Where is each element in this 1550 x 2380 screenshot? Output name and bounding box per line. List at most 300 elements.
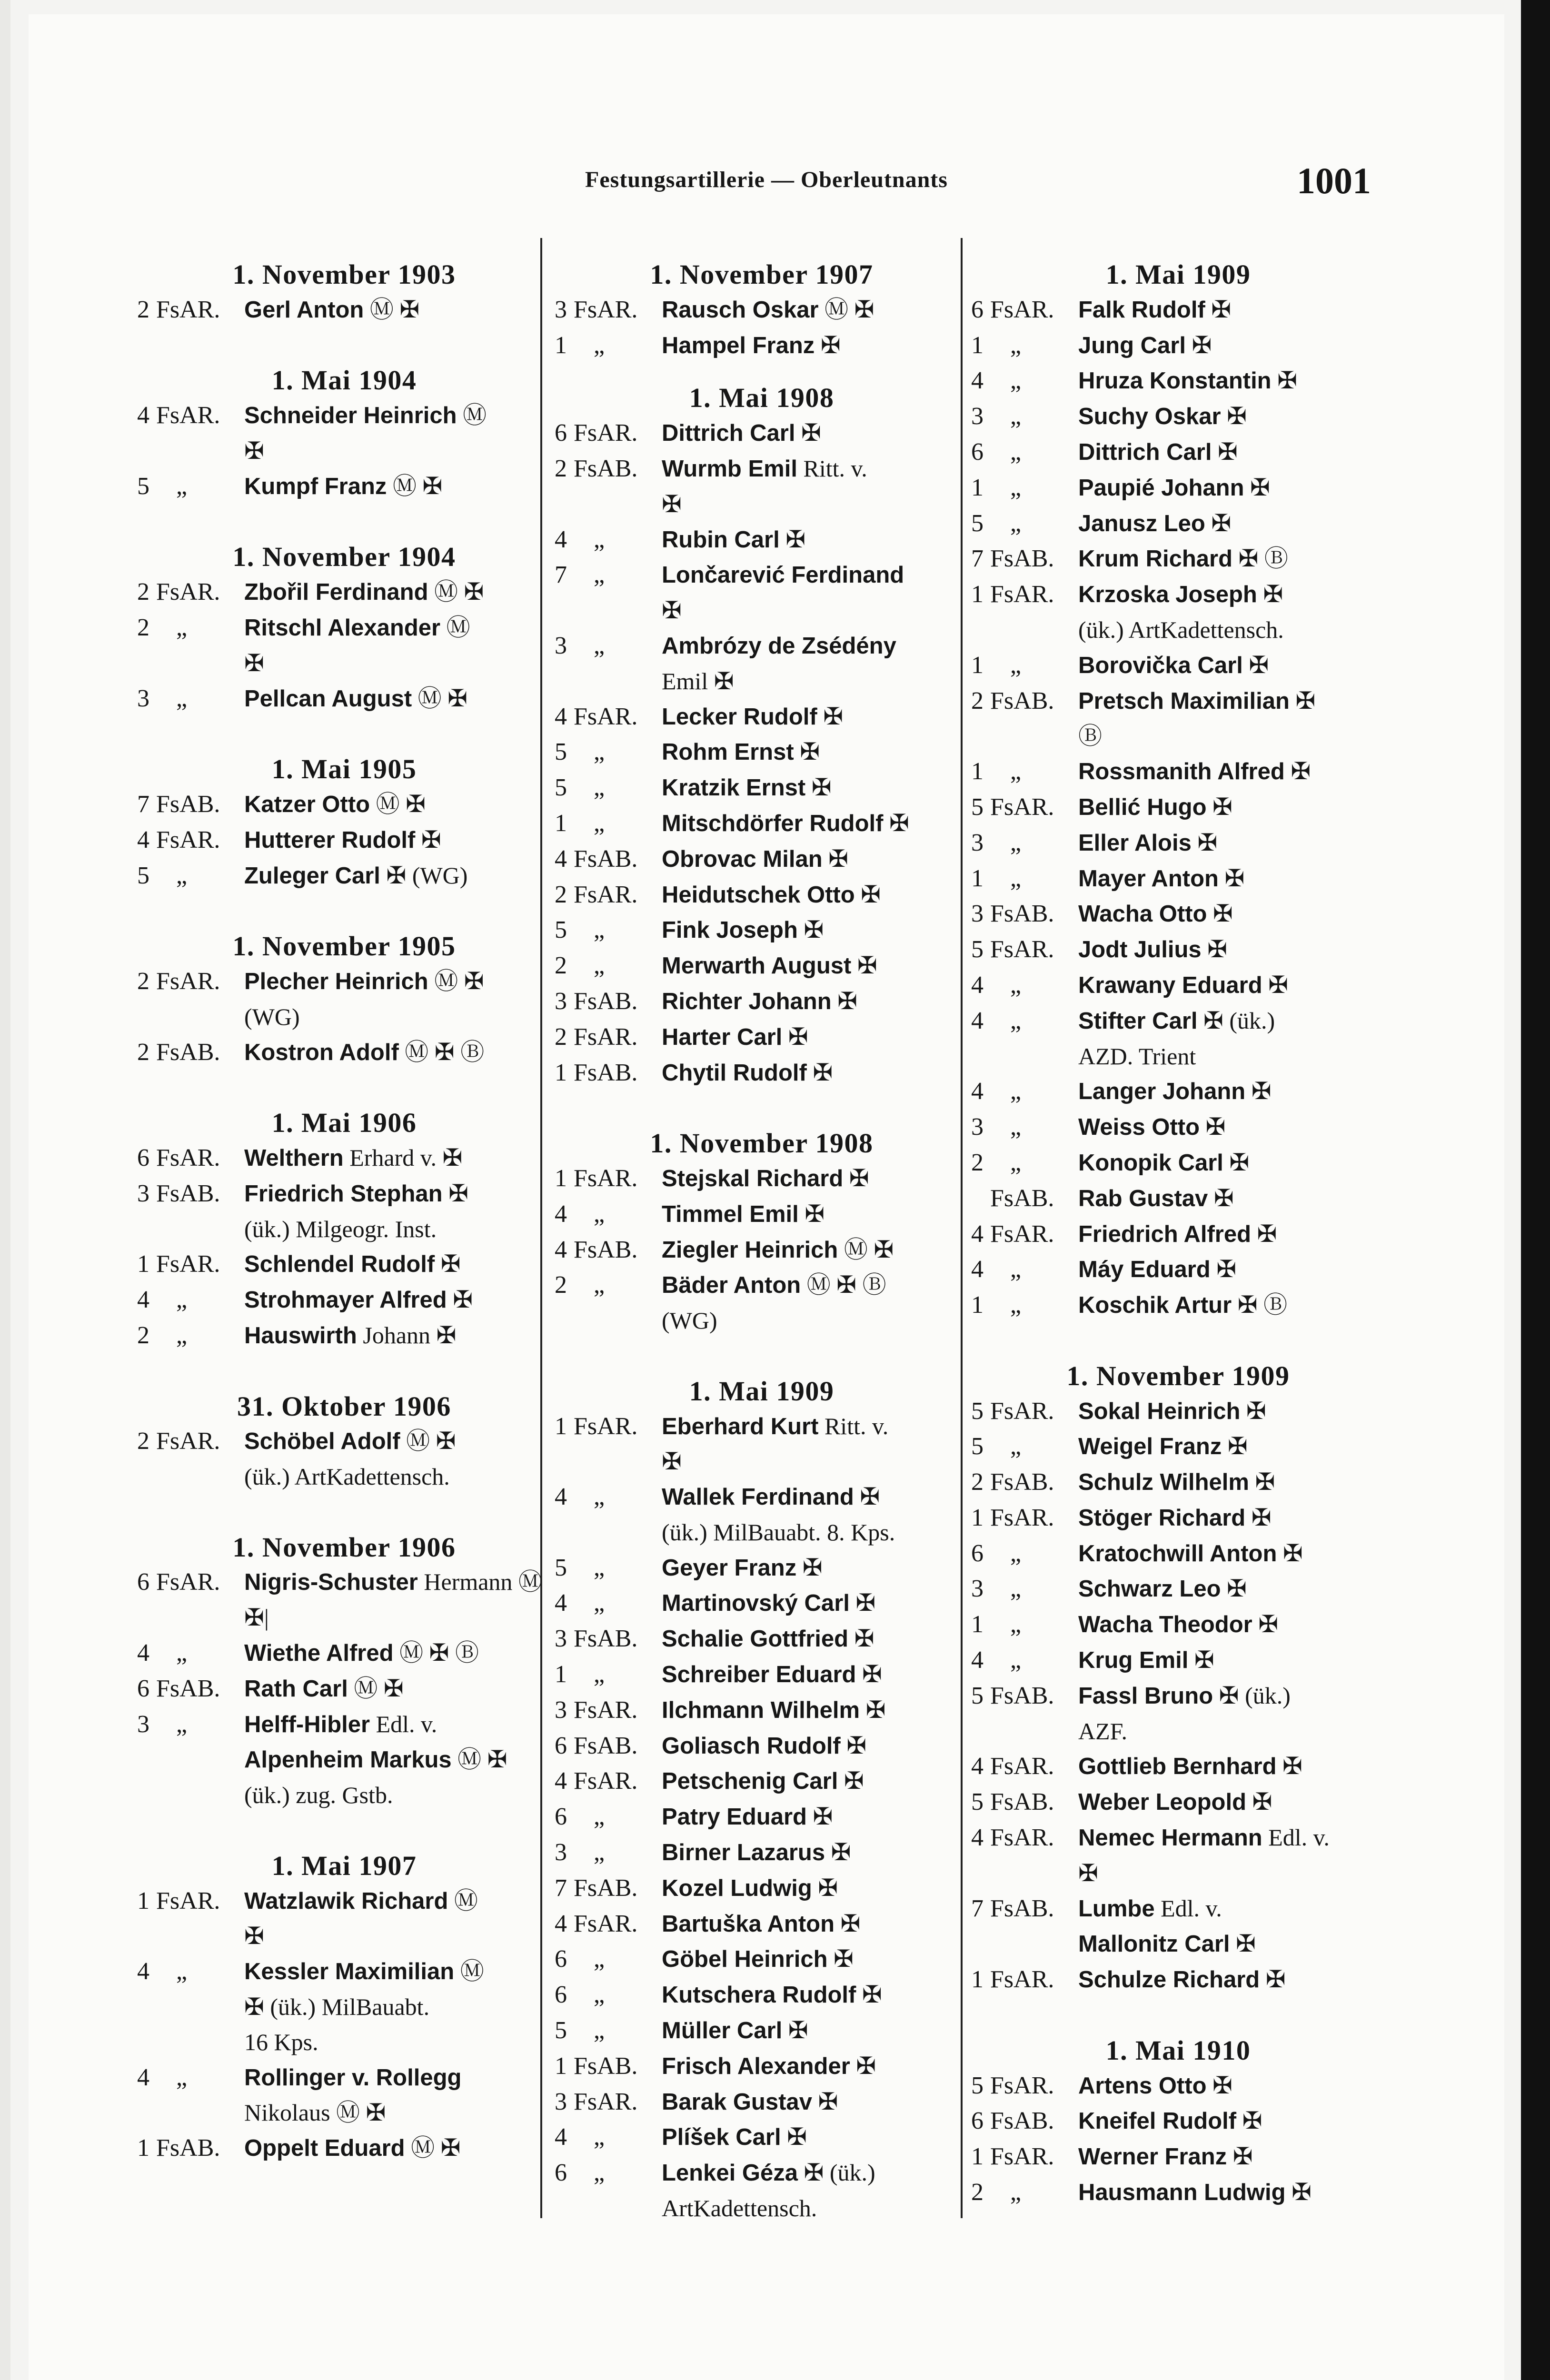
officer-text — [1078, 1465, 1385, 1500]
promotion-date-heading: 1. November 1907 — [650, 259, 874, 290]
officer-annotation: Edl. v. — [1154, 1894, 1222, 1922]
unit-number: 5 — [971, 1788, 984, 1816]
officer-name: Schneider Heinrich — [244, 403, 457, 429]
officer-name: Kratochwill Anton — [1078, 1540, 1277, 1567]
officer-entry — [971, 1536, 1385, 1572]
unit-number: 3 — [555, 632, 567, 659]
officer-text — [662, 699, 969, 735]
officer-name: Artens Otto — [1078, 2073, 1207, 2099]
officer-text — [662, 2013, 969, 2049]
officer-entry — [971, 1145, 1385, 1181]
officer-entry — [555, 1055, 969, 1091]
officer-entry — [137, 1282, 551, 1318]
entry-line — [1078, 1891, 1385, 1927]
officer-text — [662, 2084, 969, 2120]
officer-entry — [555, 1693, 969, 1728]
officer-annotation: ✠ — [1277, 1539, 1303, 1567]
officer-annotation: ✠ — [817, 703, 844, 730]
officer-annotation: ✠ — [662, 490, 682, 517]
entry-line — [1078, 1820, 1385, 1856]
officer-entry — [137, 292, 551, 328]
entry-line — [662, 2013, 969, 2049]
officer-annotation: ✠ — [1206, 2072, 1232, 2099]
officer-annotation: ✠ — [1206, 793, 1232, 820]
ditto-mark: „ — [594, 738, 605, 766]
page-number: 1001 — [1297, 160, 1371, 201]
officer-name: Schwarz Leo — [1078, 1576, 1221, 1602]
unit-cell — [137, 787, 244, 823]
entry-line — [662, 1020, 969, 1055]
unit-cell — [971, 1785, 1078, 1820]
unit-number: 7 — [137, 790, 149, 818]
officer-text — [244, 398, 551, 469]
officer-annotation: ✠ — [806, 1803, 833, 1830]
ditto-mark: „ — [594, 1803, 605, 1831]
unit-number: 2 — [555, 1271, 567, 1299]
unit-number: 6 — [137, 1568, 149, 1596]
officer-name: Eberhard Kurt — [662, 1413, 819, 1439]
officer-name: Mayer Anton — [1078, 865, 1219, 892]
officer-entry — [971, 1181, 1385, 1217]
officer-entry — [555, 1942, 969, 1977]
unit-cell — [137, 1707, 244, 1813]
unit-cell — [971, 470, 1078, 506]
entry-line — [1078, 1500, 1385, 1536]
unit-type: FsAR. — [990, 1824, 1054, 1852]
officer-entry — [555, 1799, 969, 1835]
officer-annotation: ✠ — [1257, 581, 1283, 608]
unit-cell — [137, 2131, 244, 2166]
officer-text — [1078, 399, 1385, 435]
ditto-mark: „ — [1010, 1078, 1022, 1105]
officer-text — [662, 1799, 969, 1835]
unit-cell — [555, 1586, 662, 1621]
officer-name: Krug Emil — [1078, 1647, 1189, 1674]
officer-annotation: ✠ — [856, 1661, 882, 1688]
unit-type: FsAR. — [156, 1887, 220, 1914]
officer-entry — [971, 1217, 1385, 1252]
officer-annotation: ✠ Ⓑ — [1232, 1291, 1288, 1319]
officer-annotation: ✠ — [244, 437, 264, 464]
officer-annotation: ✠ — [1185, 331, 1212, 358]
officer-entry — [137, 610, 551, 681]
officer-annotation: ✠ — [815, 331, 841, 358]
officer-name: Lumbe — [1078, 1895, 1155, 1922]
officer-text — [244, 575, 551, 610]
unit-cell — [971, 1429, 1078, 1465]
unit-cell — [971, 968, 1078, 1003]
ditto-mark: „ — [1010, 1611, 1022, 1638]
unit-cell — [555, 1871, 662, 1906]
officer-name: Birner Lazarus — [662, 1840, 825, 1866]
unit-cell — [555, 699, 662, 735]
entry-line — [1078, 2068, 1385, 2104]
officer-annotation: ✠ — [796, 1554, 823, 1581]
officer-entry — [137, 1318, 551, 1354]
ditto-mark: „ — [1010, 1575, 1022, 1603]
unit-cell — [555, 1197, 662, 1232]
entry-line — [244, 964, 551, 1000]
officer-annotation: ✠ — [1191, 829, 1218, 856]
officer-entry — [137, 1671, 551, 1707]
page-header-title: Festungsartillerie — Oberleutnants — [585, 167, 948, 192]
unit-number: 1 — [971, 331, 984, 359]
officer-name: Falk Rudolf — [1078, 297, 1205, 323]
entry-line — [1078, 1607, 1385, 1643]
entry-line — [1078, 968, 1385, 1003]
officer-annotation: ✠ (ük.) MilBauabt. — [244, 1993, 430, 2021]
ditto-mark: „ — [1010, 1646, 1022, 1674]
unit-number: 4 — [971, 1220, 984, 1248]
officer-annotation: ✠ — [848, 1625, 874, 1652]
unit-number: 5 — [971, 2072, 984, 2099]
officer-annotation: ✠ — [447, 1286, 473, 1313]
unit-cell — [555, 1479, 662, 1550]
officer-entry — [555, 1232, 969, 1268]
officer-text — [662, 1942, 969, 1977]
officer-annotation: ✠ — [806, 1059, 833, 1086]
officer-entry — [971, 2068, 1385, 2104]
unit-cell — [971, 292, 1078, 328]
ditto-mark: „ — [1010, 829, 1022, 856]
unit-cell — [971, 1394, 1078, 1429]
officer-entry — [137, 2060, 551, 2131]
unit-number: 3 — [971, 403, 984, 430]
officer-annotation: Ⓜ — [440, 614, 470, 641]
officer-name: Lecker Rudolf — [662, 704, 817, 730]
unit-cell — [971, 1074, 1078, 1110]
entry-line — [662, 1409, 969, 1445]
officer-entry — [555, 2049, 969, 2084]
officer-entry — [555, 1586, 969, 1621]
unit-number: 1 — [555, 809, 567, 837]
officer-annotation: ✠ — [854, 1483, 880, 1510]
unit-cell — [971, 1288, 1078, 1323]
ditto-mark: „ — [1010, 758, 1022, 785]
officer-text — [1078, 648, 1385, 684]
officer-name: Hruza Konstantin — [1078, 368, 1272, 394]
unit-cell — [555, 1906, 662, 1942]
officer-annotation: ✠ — [1271, 367, 1298, 394]
unit-type: FsAB. — [990, 1682, 1054, 1709]
officer-name: Rab Gustav — [1078, 1185, 1208, 1211]
unit-cell — [971, 1145, 1078, 1181]
unit-cell — [137, 2060, 244, 2131]
officer-name: Zuleger Carl — [244, 863, 380, 889]
unit-number: 4 — [555, 1589, 567, 1617]
officer-text — [662, 734, 969, 770]
entry-line — [1078, 1252, 1385, 1288]
officer-entry — [555, 1161, 969, 1197]
unit-number: 4 — [555, 526, 567, 553]
unit-number: 4 — [137, 1958, 149, 1985]
officer-name: Kratzik Ernst — [662, 775, 806, 801]
entry-line — [1078, 1465, 1385, 1500]
unit-number: 4 — [137, 826, 149, 853]
unit-type: FsAR. — [574, 296, 638, 323]
section-spacer — [137, 1354, 551, 1389]
unit-type: FsAR. — [156, 1144, 220, 1171]
entry-line — [1078, 2139, 1385, 2175]
officer-name: Richter Johann — [662, 988, 832, 1014]
ditto-mark: „ — [594, 632, 605, 659]
officer-text — [662, 1906, 969, 1942]
officer-entry — [971, 754, 1385, 790]
entry-line — [662, 842, 969, 877]
unit-type: FsAB. — [990, 1894, 1054, 1922]
ditto-mark: „ — [1010, 367, 1022, 395]
unit-number: 3 — [555, 1696, 567, 1724]
unit-cell — [971, 754, 1078, 790]
entry-line — [1078, 2175, 1385, 2211]
officer-annotation: Ⓜ ✠ — [387, 472, 443, 499]
officer-entry — [555, 1728, 969, 1764]
unit-number: 2 — [971, 2179, 984, 2206]
officer-entry — [555, 328, 969, 364]
officer-text — [244, 1565, 551, 1636]
section-spacer — [971, 1323, 1385, 1359]
entry-line — [662, 1444, 969, 1479]
unit-number: 1 — [555, 2052, 567, 2080]
unit-type: FsAR. — [574, 703, 638, 730]
entry-line — [662, 292, 969, 328]
officer-annotation: ✠ — [795, 419, 821, 446]
unit-cell — [971, 363, 1078, 399]
entry-line — [662, 593, 969, 628]
entry-line — [1078, 613, 1385, 648]
officer-name: Ilchmann Wilhelm — [662, 1697, 860, 1723]
officer-text — [1078, 1181, 1385, 1217]
unit-type: FsAR. — [990, 2072, 1054, 2099]
officer-name: Oppelt Eduard — [244, 2135, 405, 2162]
entry-line — [244, 1778, 551, 1813]
unit-type: FsAR. — [156, 578, 220, 606]
officer-text — [1078, 1785, 1385, 1820]
promotion-date-heading: 1. Mai 1909 — [1105, 259, 1251, 290]
officer-text — [1078, 1074, 1385, 1110]
officer-text — [662, 842, 969, 877]
officer-annotation: ✠ — [1262, 971, 1289, 998]
officer-annotation: ✠ — [244, 649, 264, 676]
unit-number: 1 — [971, 651, 984, 679]
officer-entry — [971, 1288, 1385, 1323]
officer-annotation: ✠ — [1284, 758, 1311, 785]
officer-entry — [555, 1657, 969, 1693]
unit-type: FsAR. — [156, 1250, 220, 1278]
unit-cell — [555, 1055, 662, 1091]
officer-annotation: ✠ Ⓑ — [1232, 545, 1288, 572]
officer-annotation: ✠ — [849, 1589, 876, 1616]
officer-name: Hutterer Rudolf — [244, 827, 416, 853]
officer-entry — [971, 968, 1385, 1003]
unit-cell — [137, 292, 244, 328]
entry-line — [1078, 1074, 1385, 1110]
unit-cell — [137, 858, 244, 894]
officer-name: Krawany Eduard — [1078, 972, 1262, 998]
officer-name: Hauswirth — [244, 1322, 357, 1349]
unit-type: FsAB. — [990, 1468, 1054, 1496]
officer-annotation: ✠ — [1244, 474, 1270, 501]
ditto-mark: „ — [1010, 331, 1022, 359]
officer-entry — [971, 896, 1385, 932]
officer-annotation: ArtKadettensch. — [662, 2195, 817, 2222]
officer-entry — [971, 1465, 1385, 1500]
officer-text — [1078, 2175, 1385, 2211]
entry-line — [662, 734, 969, 770]
unit-cell — [137, 1140, 244, 1176]
officer-text — [1078, 1394, 1385, 1429]
ditto-mark: „ — [594, 1661, 605, 1688]
unit-number: 6 — [971, 2107, 984, 2135]
ditto-mark: „ — [1010, 971, 1022, 999]
officer-name: Langer Johann — [1078, 1079, 1246, 1105]
officer-text — [1078, 1536, 1385, 1572]
unit-type: FsAR. — [156, 826, 220, 853]
officer-annotation: Ⓜ ✠ Ⓑ — [393, 1639, 479, 1666]
officer-name: Martinovský Carl — [662, 1590, 850, 1616]
officer-name: Pellcan August — [244, 685, 412, 712]
entry-line — [244, 434, 551, 469]
unit-type: FsAB. — [574, 1059, 638, 1086]
unit-cell — [555, 1550, 662, 1586]
entry-line — [244, 1636, 551, 1671]
officer-text — [244, 1954, 551, 2060]
unit-type: FsAR. — [574, 1910, 638, 1937]
officer-text — [1078, 1217, 1385, 1252]
officer-text — [1078, 1288, 1385, 1323]
unit-number: 6 — [555, 2159, 567, 2187]
entry-line — [1078, 1749, 1385, 1785]
officer-name: Wiethe Alfred — [244, 1640, 394, 1666]
officer-annotation: ✠ (ük.) — [1197, 1007, 1275, 1034]
officer-name: Rollinger v. Rollegg — [244, 2064, 462, 2091]
officer-text — [662, 628, 969, 699]
unit-cell — [555, 877, 662, 913]
officer-name: Borovička Carl — [1078, 652, 1243, 678]
officer-name: Kumpf Franz — [244, 473, 387, 499]
officer-name: Stejskal Richard — [662, 1165, 844, 1191]
ditto-mark: „ — [176, 1958, 188, 1985]
officer-annotation: Ⓜ — [454, 1958, 484, 1985]
unit-cell — [137, 610, 244, 681]
officer-entry — [555, 628, 969, 699]
entry-line — [662, 1764, 969, 1799]
officer-name: Stifter Carl — [1078, 1008, 1198, 1034]
unit-cell — [555, 1268, 662, 1339]
unit-number: 1 — [971, 581, 984, 608]
unit-number: 1 — [137, 2134, 149, 2162]
entry-line — [662, 1977, 969, 2013]
unit-cell — [971, 1749, 1078, 1785]
ditto-mark: „ — [176, 1321, 188, 1349]
officer-annotation: ✠ — [1208, 1184, 1234, 1211]
unit-cell — [555, 1657, 662, 1693]
officer-entry — [971, 577, 1385, 648]
unit-cell — [137, 1671, 244, 1707]
officer-name: Janusz Leo — [1078, 510, 1205, 536]
officer-text — [244, 469, 551, 505]
officer-annotation: Johann ✠ — [357, 1321, 457, 1349]
unit-cell — [137, 1884, 244, 1954]
officer-annotation: ✠ — [1223, 1149, 1250, 1176]
ditto-mark: „ — [594, 1271, 605, 1299]
officer-name: Kozel Ludwig — [662, 1875, 812, 1901]
promotion-date-heading: 1. Mai 1909 — [689, 1375, 835, 1407]
officer-annotation: Ⓜ ✠ — [370, 790, 426, 817]
officer-entry — [971, 1571, 1385, 1607]
promotion-date-heading: 1. November 1906 — [232, 1531, 456, 1563]
officer-name: Kessler Maximilian — [244, 1959, 455, 1985]
officer-annotation: AZD. Trient — [1078, 1042, 1196, 1070]
officer-entry — [971, 861, 1385, 897]
officer-text — [662, 416, 969, 451]
unit-cell — [555, 770, 662, 806]
officer-annotation: Ritt. v. — [818, 1412, 889, 1439]
officer-annotation: (ük.) ArtKadettensch. — [1078, 616, 1284, 643]
entry-line — [1078, 719, 1385, 754]
unit-number: 4 — [555, 845, 567, 873]
column-1 — [137, 257, 551, 2166]
officer-text — [1078, 1252, 1385, 1288]
officer-name: Krum Richard — [1078, 546, 1233, 572]
unit-cell — [971, 435, 1078, 470]
unit-type: FsAR. — [990, 936, 1054, 963]
ditto-mark: „ — [176, 1286, 188, 1314]
officer-name: Obrovac Milan — [662, 846, 823, 872]
unit-type: FsAB. — [574, 1874, 638, 1902]
unit-type: FsAR. — [156, 1568, 220, 1596]
entry-line — [662, 664, 969, 699]
entry-line — [662, 1303, 969, 1339]
unit-cell — [137, 398, 244, 469]
unit-number: 4 — [555, 1910, 567, 1937]
officer-name: Heidutschek Otto — [662, 882, 855, 908]
officer-entry — [555, 877, 969, 913]
entry-line — [1078, 684, 1385, 719]
entry-line — [1078, 363, 1385, 399]
ditto-mark: „ — [1010, 438, 1022, 466]
entry-line — [662, 806, 969, 842]
officer-name: Rossmanith Alfred — [1078, 759, 1285, 785]
officer-name: Rath Carl — [244, 1676, 348, 1702]
officer-name: Schulze Richard — [1078, 1967, 1260, 1993]
officer-text — [1078, 328, 1385, 364]
unit-number: 2 — [137, 296, 149, 323]
officer-annotation: (ük.) ArtKadettensch. — [244, 1463, 450, 1490]
section-spacer — [137, 505, 551, 540]
officer-annotation: Edl. v. — [1262, 1824, 1330, 1851]
scan-left-edge — [0, 0, 10, 2380]
officer-entry — [555, 451, 969, 522]
officer-annotation: ✠ — [1252, 1611, 1279, 1638]
unit-number: 2 — [555, 1023, 567, 1051]
unit-type: FsAR. — [574, 1023, 638, 1051]
entry-line — [1078, 1145, 1385, 1181]
unit-number: 5 — [971, 1682, 984, 1709]
officer-text — [1078, 506, 1385, 542]
unit-cell — [137, 1035, 244, 1071]
officer-entry — [971, 1643, 1385, 1678]
unit-cell — [555, 1020, 662, 1055]
unit-number: 1 — [971, 864, 984, 892]
officer-text — [244, 858, 551, 894]
officer-entry — [137, 1424, 551, 1495]
officer-entry — [555, 416, 969, 451]
unit-number: 7 — [555, 561, 567, 589]
officer-text — [1078, 435, 1385, 470]
officer-name: Plecher Heinrich — [244, 968, 428, 994]
officer-text — [1078, 754, 1385, 790]
